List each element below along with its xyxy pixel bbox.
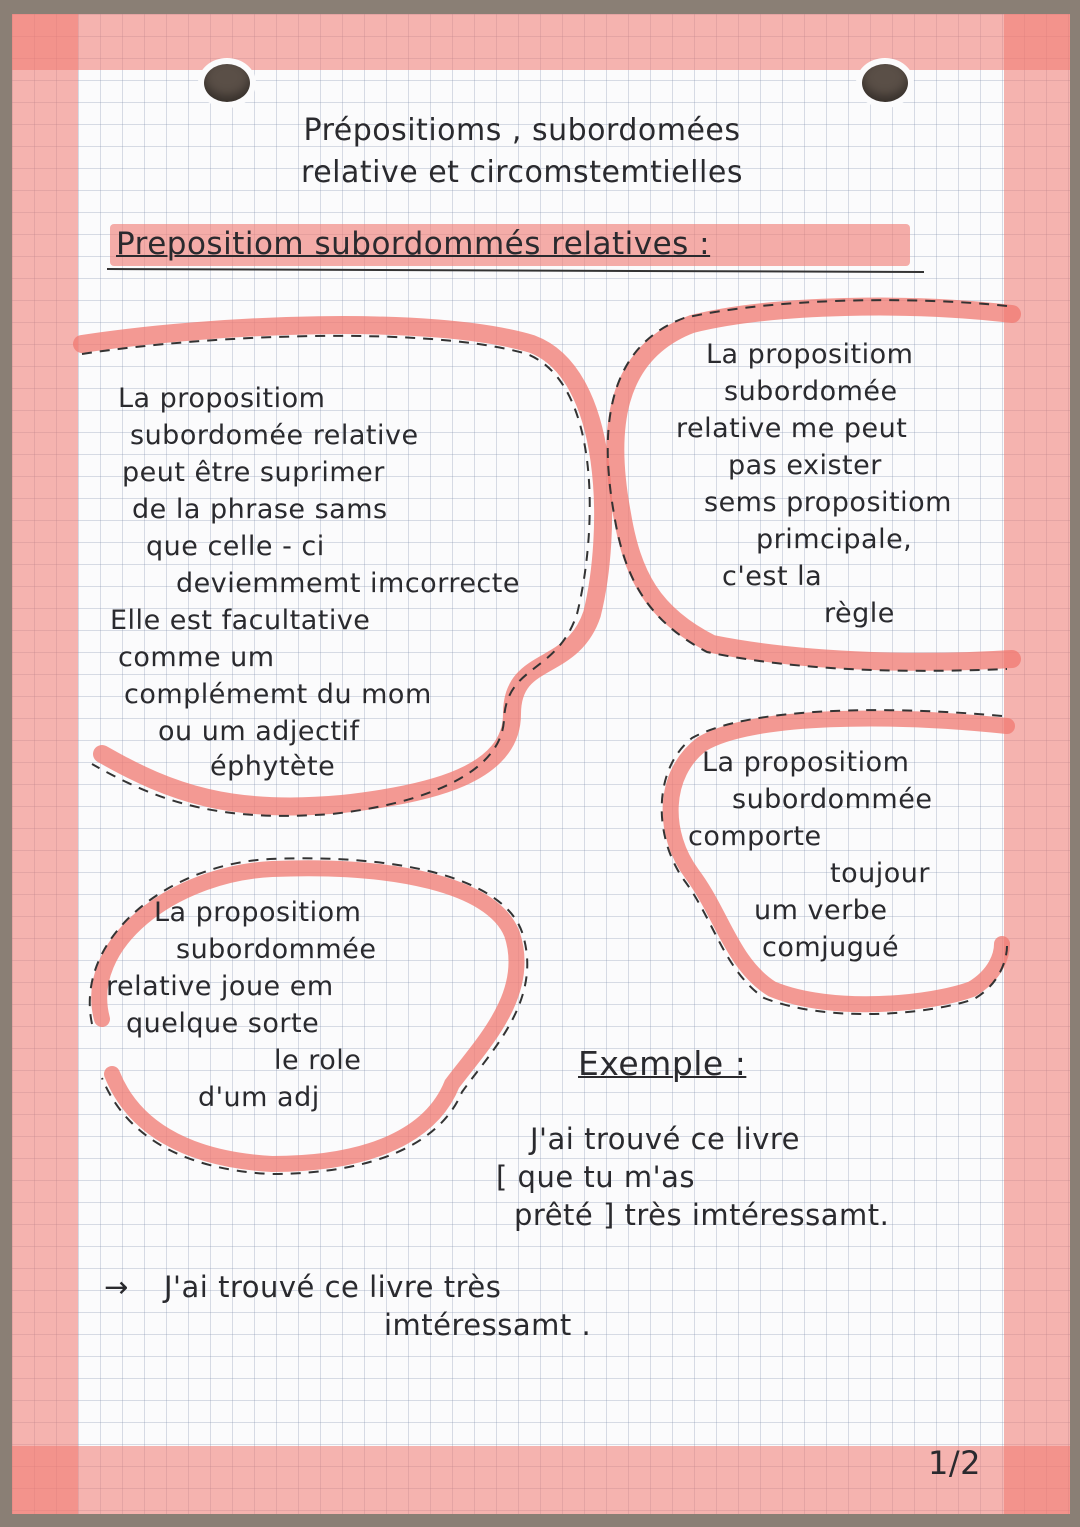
bubble-text-line: comjugué [762,932,900,963]
page-title [222,110,822,194]
bubble-text-line: de la phrase sams [132,494,388,525]
bubble-text-line: comporte [688,821,822,852]
example-line-3: prêté ] très imtéressamt. [514,1198,890,1232]
bubble-text-line: quelque sorte [126,1008,320,1039]
bubble-text-line: d'um adj [198,1082,320,1113]
bubble-text-line: La propositiom [706,339,914,370]
bubble-text-line: pas exister [728,450,882,481]
result-line-1: J'ai trouvé ce livre très [164,1270,502,1304]
bubble-text-line: relative joue em [106,971,334,1002]
bubble-text-line: subordomée relative [130,420,419,451]
bubble-text-line: relative me peut [676,413,908,444]
bubble-text-line: um verbe [754,895,888,926]
bubble-text-line: complémemt du mom [124,679,432,710]
bubble-text-line: que celle - ci [146,531,325,562]
bubble-text-line: peut être suprimer [122,457,385,488]
bubble-text-line: La propositiom [154,897,362,928]
bubble-text-line: subordommée [732,784,933,815]
bubble-text-line: sems propositiom [704,487,952,518]
bubble-text-line: règle [824,598,895,629]
example-label: Exemple : [578,1044,747,1083]
example-line-2: [ que tu m'as [496,1160,695,1194]
result-line-2: imtéressamt . [384,1308,592,1342]
bubble-text-line: La propositiom [702,747,910,778]
bubble-text-line: Elle est facultative [110,605,371,636]
bubble-text-line: éphytète [210,751,336,782]
bubble-text-line: ou um adjectif [158,716,360,747]
bubble-text-line: comme um [118,642,275,673]
section-heading: Prepositiom subordommés relatives : [116,226,711,262]
arrow-icon: → [104,1270,129,1304]
bubble-text-line: primcipale, [756,524,913,555]
example-line-1: J'ai trouvé ce livre [530,1122,800,1156]
page-number: 1/2 [928,1444,981,1482]
heading-underline [107,269,924,272]
notebook-page [12,14,1070,1514]
bubble-text-line: subordommée [176,934,377,965]
bubble-text-line: le role [274,1045,362,1076]
bubble-text-line: subordomée [724,376,898,407]
bubble-text-line: toujour [830,858,930,889]
title-line-2: relative et circomstemtielles [301,155,743,190]
bubble-text-line: La propositiom [118,383,326,414]
bubble-text-line: deviemmemt imcorrecte [176,568,520,599]
bubble-text-line: c'est la [722,561,823,592]
title-line-1: Prépositioms , subordomées [303,113,741,148]
